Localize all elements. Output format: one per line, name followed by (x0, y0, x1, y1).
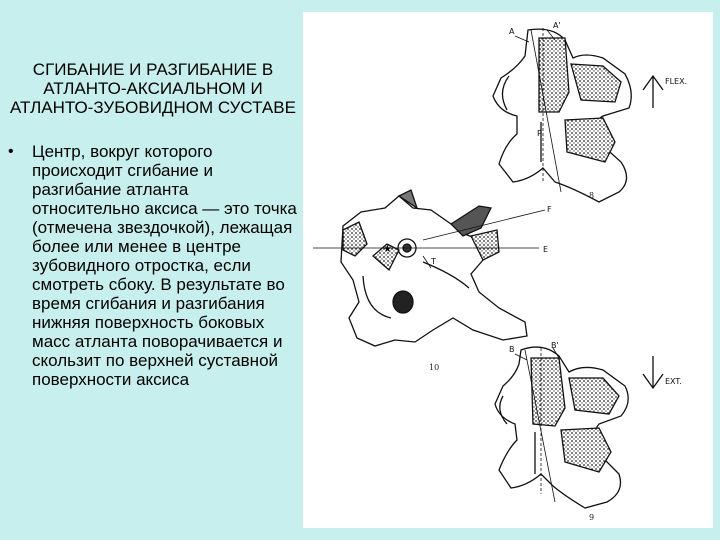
top-label-a: A (509, 27, 515, 36)
middle-label-e: E (543, 245, 549, 254)
middle-figure-number: 10 (429, 363, 440, 372)
flexion-diagram (493, 28, 663, 202)
middle-label-t: T (431, 257, 436, 266)
bullet-item (0, 142, 300, 389)
bullet-dot-icon: • (8, 143, 14, 160)
vertebrae-diagram (303, 12, 713, 528)
top-label-a-prime: A' (553, 21, 561, 30)
middle-label-f: F (547, 205, 552, 214)
bullet-list (0, 142, 300, 389)
anatomy-figure-panel (303, 12, 713, 528)
star-icon: ★ (383, 244, 392, 255)
flex-label: FLEX. (665, 77, 688, 86)
top-label-p: P (537, 129, 542, 138)
ext-label: EXT. (665, 377, 682, 386)
slide-title: СГИБАНИЕ И РАЗГИБАНИЕ В АТЛАНТО-АКСИАЛЬНОМ И АТЛАНТО-ЗУБОВИДНОМ СУСТАВЕ (10, 60, 296, 117)
top-figure-number: 8 (589, 191, 595, 200)
oblique-diagram (313, 190, 545, 346)
bottom-label-b: B (509, 345, 515, 354)
bullet-text: Центр, вокруг которого происходит сгибание и разгибание атланта относительно аксиса — это точка (отмечена звездочкой), лежащая более или менее в центре зубовидного отростка, если смотреть сбоку. В результате во время сгибания и разгибания нижняя поверхность боковых масс атланта поворачивается и скользит по верхней суставной поверхности аксиса (32, 142, 297, 389)
bottom-figure-number: 9 (589, 513, 595, 522)
extension-diagram (495, 347, 663, 508)
bottom-label-b-prime: B' (551, 341, 559, 350)
